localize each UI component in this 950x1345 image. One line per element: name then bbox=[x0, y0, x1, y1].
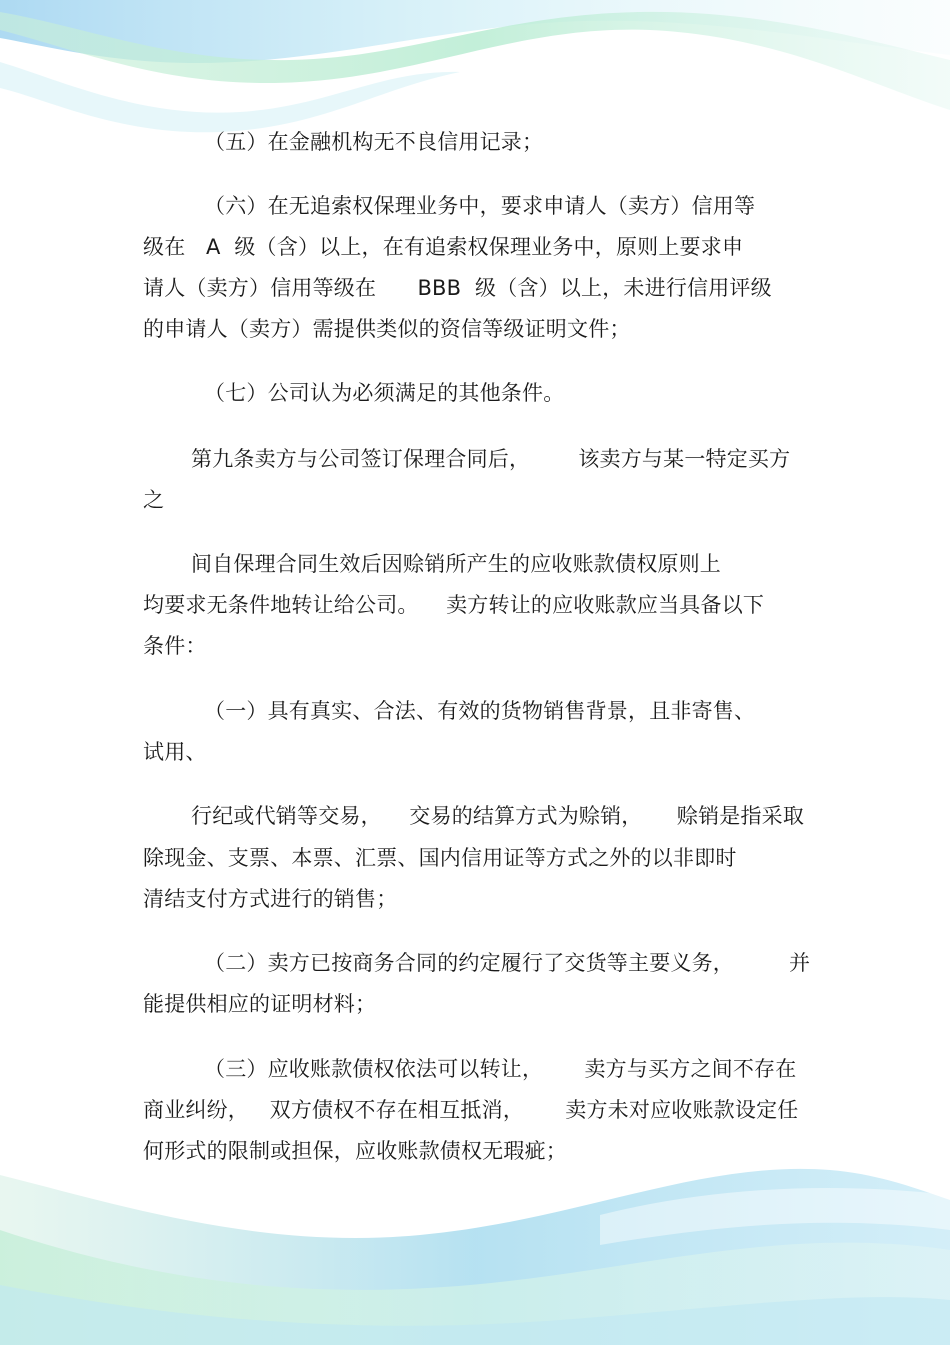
text-line: 能提供相应的证明材料； bbox=[143, 992, 377, 1016]
text-line: 何形式的限制或担保，应收账款债权无瑕疵； bbox=[143, 1139, 567, 1163]
text-line: 试用、 bbox=[143, 740, 207, 764]
text-line: 请人（卖方）信用等级在 BBB 级（含）以上，未进行信用评级 bbox=[143, 276, 772, 300]
text-line: 清结支付方式进行的销售； bbox=[143, 887, 398, 911]
text-line: （二）卖方已按商务合同的约定履行了交货等主要义务， 并 bbox=[204, 951, 811, 975]
text-line: 商业纠纷， 双方债权不存在相互抵消， 卖方未对应收账款设定任 bbox=[143, 1098, 799, 1122]
text-line: 行纪或代销等交易， 交易的结算方式为赊销， 赊销是指采取 bbox=[191, 804, 805, 828]
text-line: 条件： bbox=[143, 634, 207, 658]
text-line: 除现金、支票、本票、汇票、国内信用证等方式之外的以非即时 bbox=[143, 846, 737, 870]
text-line: （七）公司认为必须满足的其他条件。 bbox=[204, 381, 565, 405]
text-line: 之 bbox=[143, 488, 165, 512]
text-line: 均要求无条件地转让给公司。 卖方转让的应收账款应当具备以下 bbox=[143, 593, 765, 617]
text-line: 的申请人（卖方）需提供类似的资信等级证明文件； bbox=[143, 317, 631, 341]
text-line: （一）具有真实、合法、有效的货物销售背景，且非寄售、 bbox=[204, 699, 756, 723]
text-line: （三）应收账款债权依法可以转让， 卖方与买方之间不存在 bbox=[204, 1057, 797, 1081]
text-line: 间自保理合同生效后因赊销所产生的应收账款债权原则上 bbox=[191, 552, 721, 576]
text-line: （六）在无追索权保理业务中，要求申请人（卖方）信用等 bbox=[204, 194, 756, 218]
text-line: （五）在金融机构无不良信用记录； bbox=[204, 130, 544, 154]
text-line: 第九条卖方与公司签订保理合同后， 该卖方与某一特定买方 bbox=[191, 447, 791, 471]
text-line: 级在 A 级（含）以上，在有追索权保理业务中，原则上要求申 bbox=[143, 235, 744, 259]
